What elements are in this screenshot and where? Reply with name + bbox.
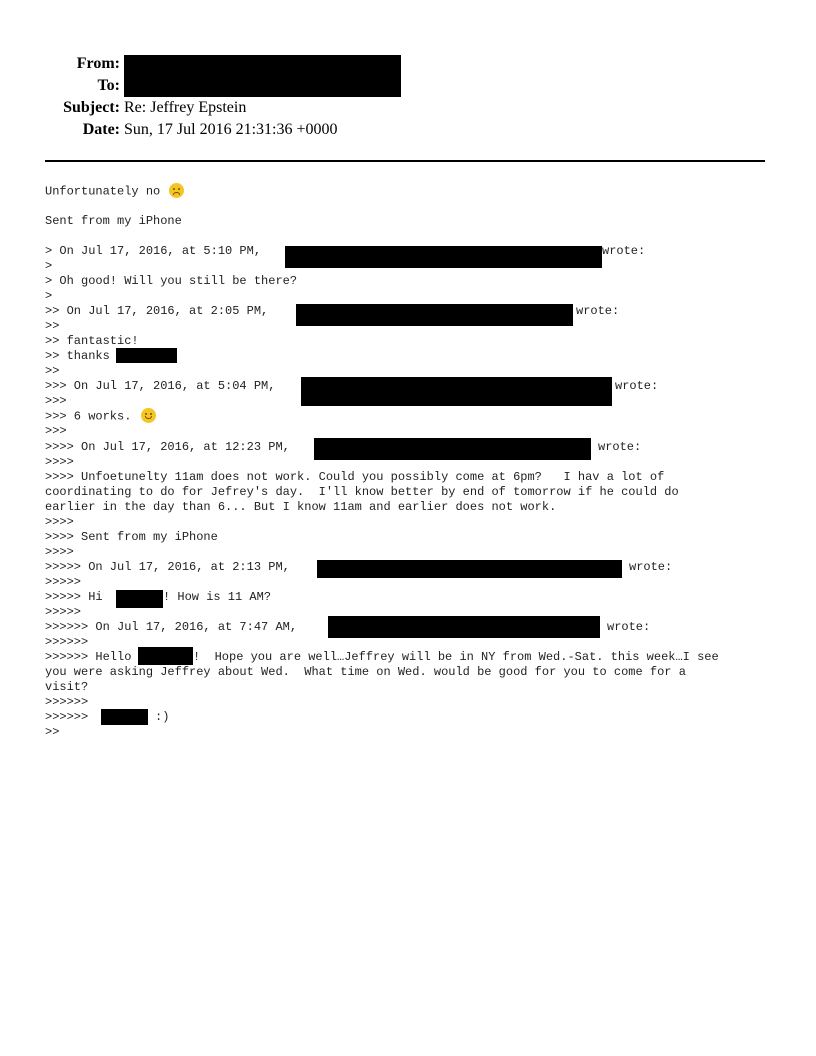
redacted-addresses — [124, 55, 401, 97]
body-line: >>> — [45, 394, 67, 408]
body-line: >>> — [45, 424, 67, 438]
wrote-label: wrote: — [607, 620, 651, 634]
header-divider — [45, 160, 765, 162]
quote-header: > On Jul 17, 2016, at 5:10 PM, — [45, 244, 262, 258]
header-subject — [0, 98, 246, 118]
quote-header: >> On Jul 17, 2016, at 2:05 PM, — [45, 304, 269, 318]
body-line: >>>>>> Hello — [45, 650, 132, 664]
body-line: :) — [155, 710, 170, 724]
redacted-sender — [285, 246, 602, 268]
wrote-label: wrote: — [576, 304, 620, 318]
body-line: >>>>>> — [45, 710, 89, 724]
subject-value: Re: Jeffrey Epstein — [124, 99, 247, 116]
redacted-sender — [314, 438, 591, 460]
body-line: Sent from my iPhone — [45, 214, 182, 228]
smiling-face-icon — [141, 408, 156, 423]
body-line: >>> 6 works. — [45, 409, 156, 425]
body-line: >> — [45, 319, 60, 333]
body-line: you were asking Jeffrey about Wed. What time on Wed. would be good for you to come for a — [45, 665, 686, 679]
header-to — [0, 76, 120, 96]
body-line: > Oh good! Will you still be there? — [45, 274, 298, 288]
redacted-name — [116, 590, 163, 608]
to-label: To: — [97, 77, 120, 94]
body-line: >>>> — [45, 455, 74, 469]
body-line: >>>>>> — [45, 635, 89, 649]
body-line: >> — [45, 364, 60, 378]
date-value: Sun, 17 Jul 2016 21:31:36 +0000 — [124, 121, 338, 138]
redacted-name — [101, 709, 148, 725]
body-line: ! Hope you are well…Jeffrey will be in NY from Wed.-Sat. this week…I see — [193, 650, 719, 664]
from-label: From: — [76, 55, 120, 72]
quote-header: >>> On Jul 17, 2016, at 5:04 PM, — [45, 379, 276, 393]
body-line: > — [45, 289, 53, 303]
wrote-label: wrote: — [629, 560, 673, 574]
redacted-sender — [317, 560, 622, 578]
disappointed-face-icon — [169, 183, 184, 198]
body-line: >> — [45, 725, 60, 739]
wrote-label: wrote: — [602, 244, 646, 258]
quote-header: >>>>> On Jul 17, 2016, at 2:13 PM, — [45, 560, 290, 574]
wrote-label: wrote: — [598, 440, 642, 454]
body-line: coordinating to do for Jefrey's day. I'll know better by end of tomorrow if he could do — [45, 485, 679, 499]
body-line: >>>> — [45, 515, 74, 529]
redacted-sender — [296, 304, 573, 326]
body-line: >>>>> Hi — [45, 590, 103, 604]
body-line: visit? — [45, 680, 89, 694]
redacted-sender — [301, 377, 612, 406]
body-line: > — [45, 259, 53, 273]
body-line: >> thanks — [45, 349, 110, 363]
body-line: >>>> Sent from my iPhone — [45, 530, 218, 544]
body-line: >>>> Unfoetunelty 11am does not work. Could you possibly come at 6pm? I hav a lot of — [45, 470, 665, 484]
date-label: Date: — [82, 121, 120, 138]
body-line: >>>>> — [45, 605, 82, 619]
body-line: ! How is 11 AM? — [163, 590, 272, 604]
redacted-sender — [328, 616, 600, 638]
body-line: >> fantastic! — [45, 334, 139, 348]
redacted-name — [116, 348, 177, 363]
redacted-name — [138, 647, 193, 665]
body-line: >>>>>> — [45, 695, 89, 709]
wrote-label: wrote: — [615, 379, 659, 393]
body-line: earlier in the day than 6... But I know 11am and earlier does not work. — [45, 500, 557, 514]
header-date — [0, 120, 337, 140]
subject-label: Subject: — [63, 99, 120, 116]
body-line: Unfortunately no — [45, 184, 184, 200]
body-line: >>>>> — [45, 575, 82, 589]
body-line: >>>> — [45, 545, 74, 559]
header-from — [0, 54, 120, 74]
quote-header: >>>>>> On Jul 17, 2016, at 7:47 AM, — [45, 620, 298, 634]
quote-header: >>>> On Jul 17, 2016, at 12:23 PM, — [45, 440, 290, 454]
